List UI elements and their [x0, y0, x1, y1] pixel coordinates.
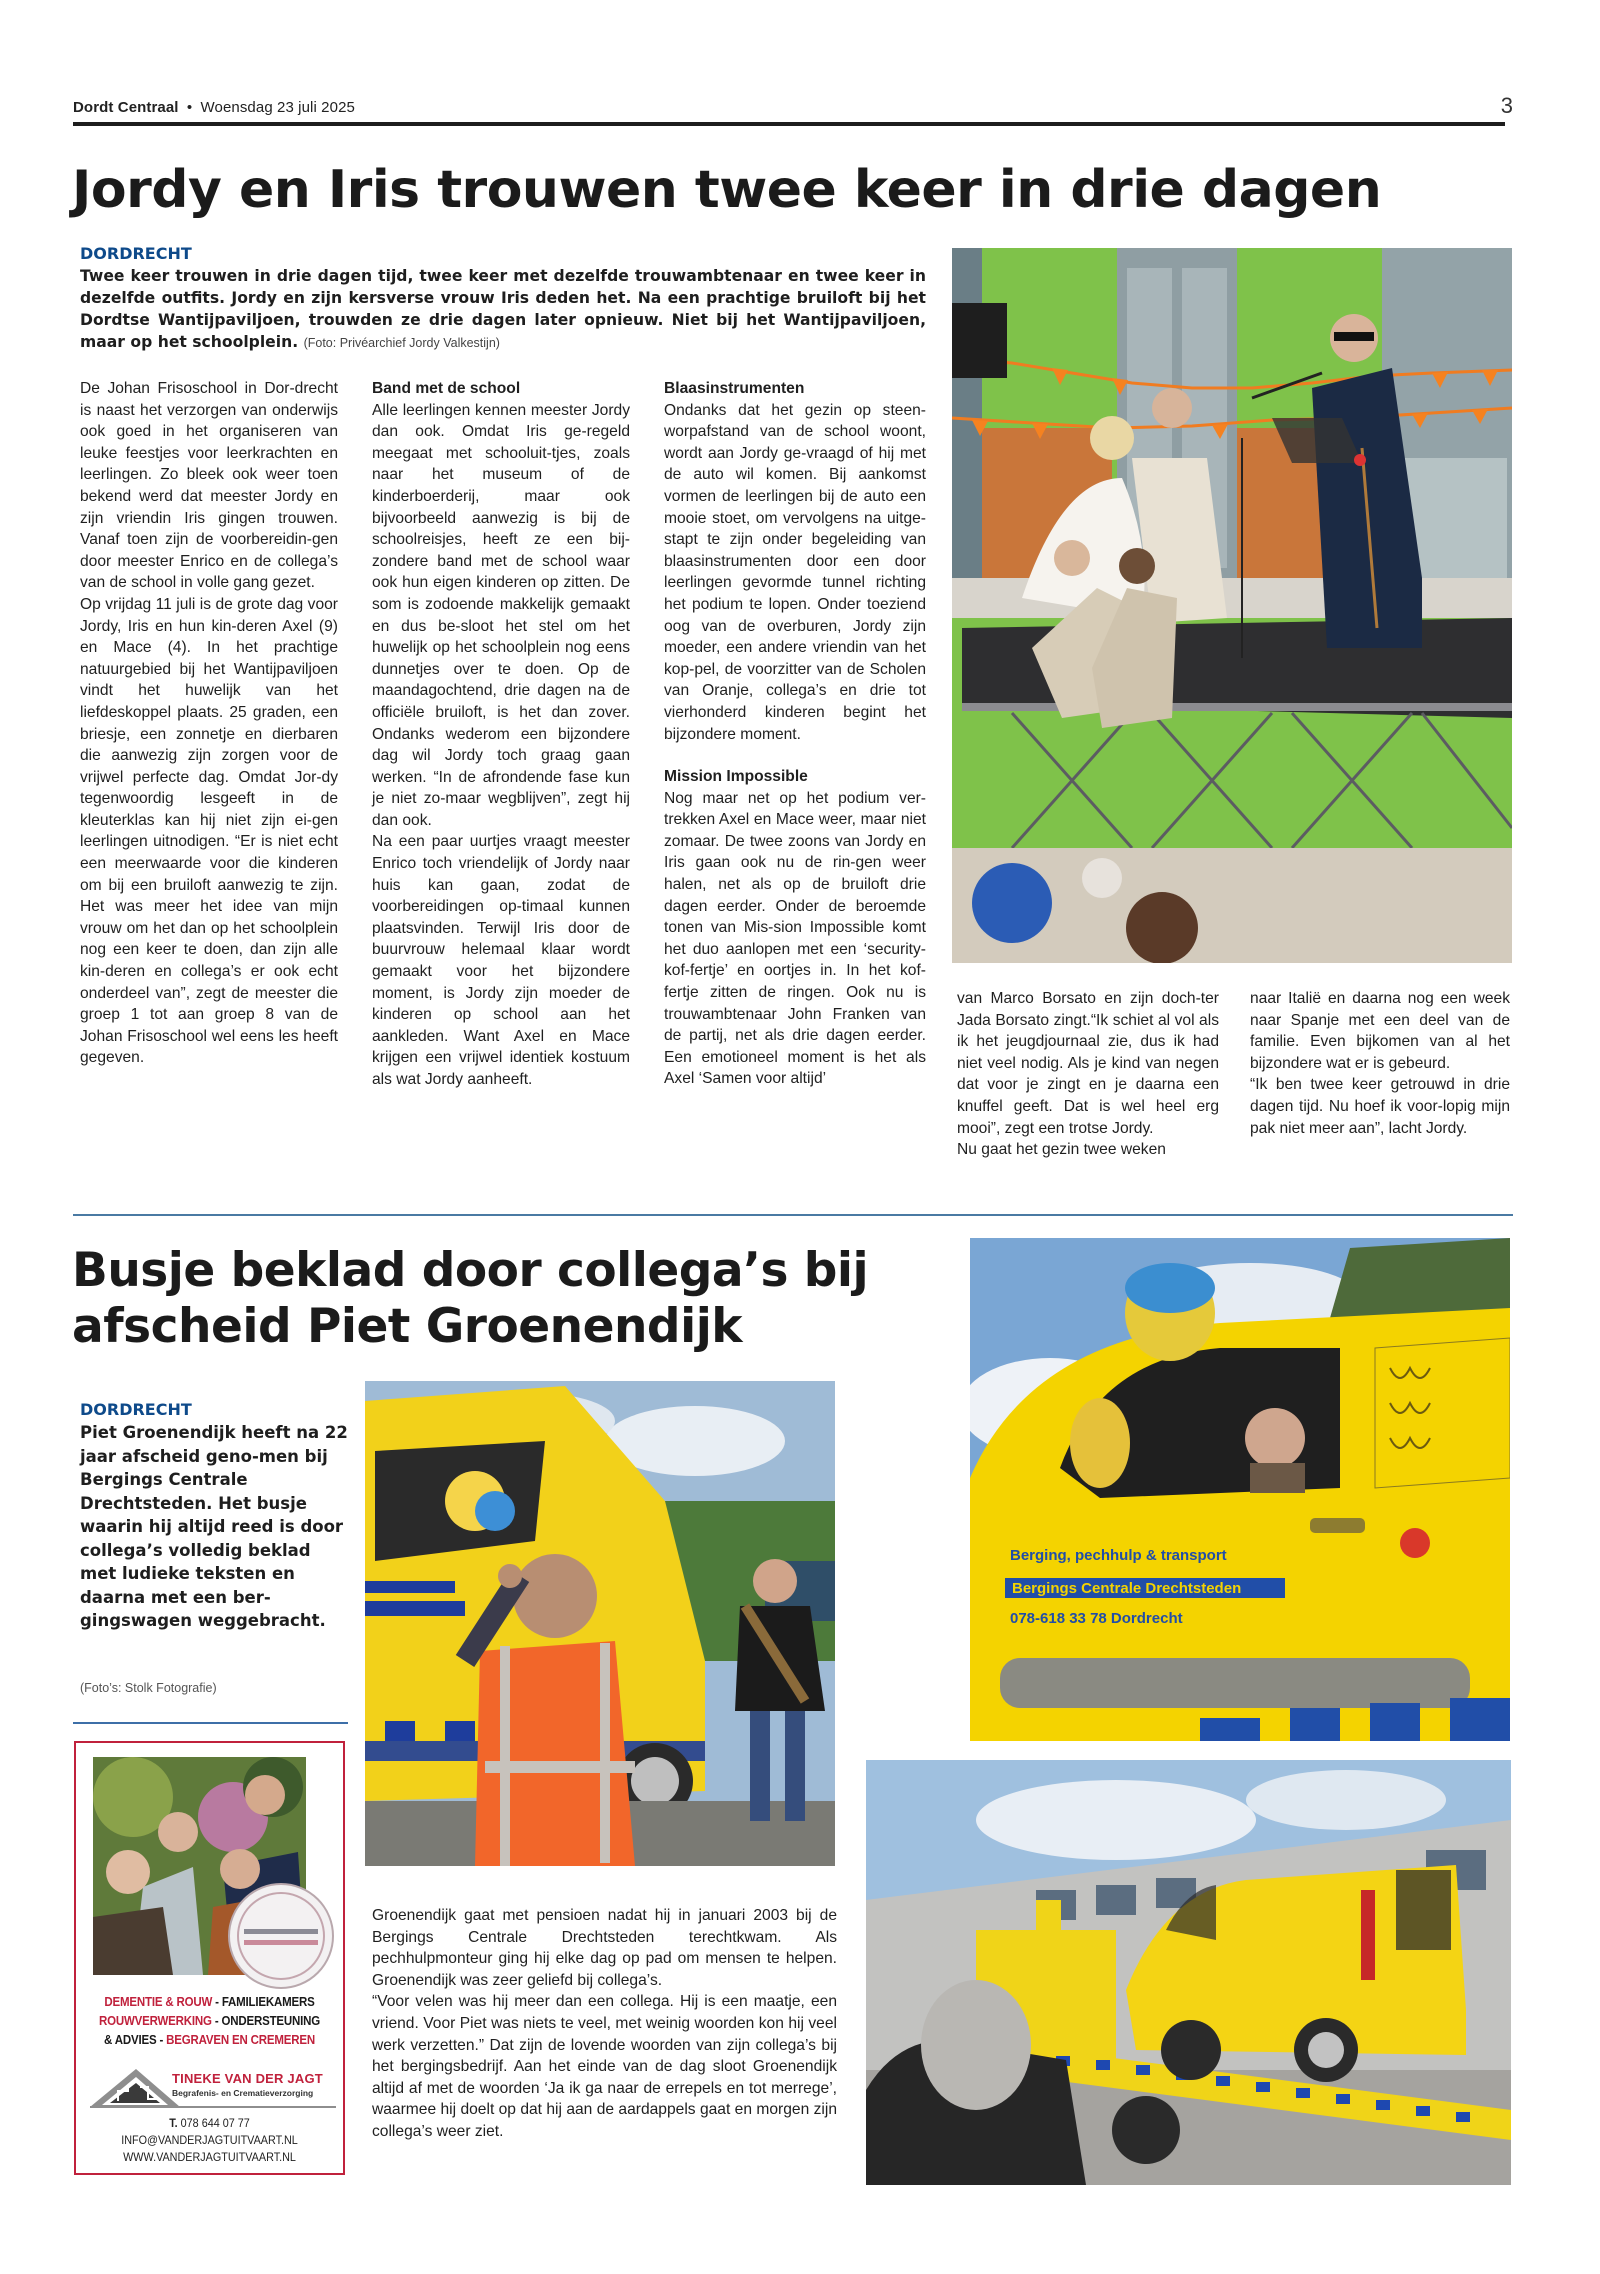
section-divider: [73, 1214, 1513, 1216]
service-text: - FAMILIEKAMERS: [212, 1995, 315, 2009]
van-lettering-line2: Bergings Centrale Drechtsteden: [1012, 1580, 1242, 1597]
van-photo-driver: [970, 1238, 1510, 1741]
tow-truck-photo: [866, 1760, 1511, 2185]
service-text: - ONDERSTEUNING: [211, 2014, 321, 2028]
article1-column-3: [664, 378, 926, 1090]
paragraph: Groenendijk gaat met pensioen nadat hij in januari 2003 bij de Bergings Centrale Drechtsteden terechtkwam. Als pechhulpmonteur ging hij elke dag op pad om mensen te helpen. Groenendijk was zeer geliefd bij collega’s.: [372, 1907, 837, 1989]
advert-phone[interactable]: [89, 2115, 329, 2132]
paragraph: “Voor velen was hij meer dan een collega. Hij is een maatje, een vriend. Voor Piet was niets te veel, met weinig woorden kon hij veel werk verzetten.” Dat zijn de lovende woorden van zijn collega’s bij het bergingsbedrijf. Aan het einde van de dag sloot Groenendijk altijd af met de woorden ‘Ja ik ga naar de errepels en tot merrege’, waarmee hij doelt op dat hij aan de aardappels gaat en morgen zijn collega’s weer ziet.: [372, 1993, 837, 2140]
advertisement-van-der-jagt[interactable]: [74, 1741, 345, 2175]
paragraph: Nu gaat het gezin twee weken: [957, 1141, 1166, 1159]
service-text: ROUWVERWERKING: [98, 2014, 212, 2028]
article1-column-2: [372, 378, 630, 1091]
article1-lead-text: Twee keer trouwen in drie dagen tijd, twee keer met dezelfde trouwambtenaar en twee keer in dezelfde outfits. Jordy en zijn kersverse vrouw Iris deden het. Na een prachtige bruiloft bij het Dordtse Wantijpaviljoen, trouwden ze drie dagen later opnieuw. Niet bij het Wantijpaviljoen, maar op het schoolplein.: [80, 267, 926, 351]
quality-seal-icon: [228, 1883, 334, 1989]
article1-intro: [80, 243, 926, 354]
paragraph: Na een paar uurtjes vraagt meester Enrico toch vriendelijk of Jordy naar huis kan gaan, zodat de voorbereidingen op-timaal kunnen plaatsvinden. Terwijl Iris door de buurvrouw helemaal klaar wordt gemaakt voor het bijzondere moment, is Jordy zijn moeder de kinderen op school aan het aankleden. Want Axel en Mace krijgen een vrijwel identiek kostuum als wat Jordy aanheeft.: [372, 833, 630, 1088]
van-lettering-line3: 078-618 33 78 Dordrecht: [1010, 1610, 1183, 1627]
article2-dateline: DORDRECHT: [80, 1400, 192, 1419]
service-text: & ADVIES -: [104, 2033, 167, 2047]
article2-body: [372, 1905, 837, 2143]
paragraph: “Ik ben twee keer getrouwd in drie dagen tijd. Nu hoef ik voor-lopig mijn pak niet meer aan”, lacht Jordy.: [1250, 1076, 1510, 1137]
paragraph: Alle leerlingen kennen meester Jordy dan ook. Omdat Iris ge-regeld meegaat met schooluit-tjes, zoals naar het museum of de kinderboerderij, maar ook bijvoorbeeld aanwezig is bij de schoolreisjes, heeft ze een bij-zondere band met de school waar ook hun eigen kinderen op zitten. De som is zodoende makkelijk gemaakt en dus be-sloot het stel om het huwelijk op het schoolplein nog eens dunnetjes over te doen. Op de maandagochtend, drie dagen na de officiële bruiloft, is het dan zover. Ondanks wederom een bijzondere dag wil Jordy toch graag gaan werken. “In de afrondende fase kun je niet zo-maar wegblijven”, zegt hij dan ook.: [372, 401, 630, 829]
advert-service-line: [87, 2031, 333, 2050]
service-text: DEMENTIE & ROUW: [104, 1995, 213, 2009]
phone-label: T.: [169, 2116, 178, 2130]
van-photo-colleague: [365, 1381, 835, 1866]
tow-truck-photo-illustration: [866, 1760, 1511, 2185]
seal-ring: [237, 1892, 325, 1980]
wedding-photo-illustration: [952, 248, 1512, 963]
advert-brand: TINEKE VAN DER JAGT: [172, 2071, 323, 2086]
van-lettering-line1: Berging, pechhulp & transport: [1010, 1547, 1227, 1564]
article1-column-4: [957, 988, 1219, 1161]
advert-brand-subtitle: Begrafenis- en Crematieverzorging: [172, 2088, 314, 2098]
paragraph: naar Italië en daarna nog een week naar Spanje met een deel van de familie. Even bijkomen van al het bijzondere wat er is gebeurd.: [1250, 990, 1510, 1072]
publication-name: Dordt Centraal: [73, 99, 179, 116]
article1-photo-credit: (Foto: Privéarchief Jordy Valkestijn): [303, 336, 500, 350]
advert-service-line: [87, 2012, 333, 2031]
article2-photo-credit: (Foto’s: Stolk Fotografie): [80, 1681, 217, 1695]
article1-headline: Jordy en Iris trouwen twee keer in drie dagen: [72, 160, 1382, 220]
subheading-mission-impossible: Mission Impossible: [664, 768, 808, 786]
advert-website-link[interactable]: WWW.VANDERJAGTUITVAART.NL: [123, 2150, 296, 2164]
phone-number: 078 644 07 77: [180, 2116, 250, 2130]
page-number: 3: [1500, 93, 1513, 118]
paragraph: Op vrijdag 11 juli is de grote dag voor Jordy, Iris en hun kin-deren Axel (9) en Mace (4). In het prachtige natuurgebied bij het Wantijpaviljoen vindt het huwelijk van het liefdeskoppel plaats. 25 graden, een briesje, een zonnetje en dierbaren die aanwezig zijn zorgen voor de vrijwel perfecte dag. Omdat Jor-dy tegenwoordig lesgeeft in de kleuterklas kan hij niet zijn ei-gen leerlingen uitnodigen. “Er is niet echt een meerwaarde voor die kinderen om bij een bruiloft aanwezig te zijn. Het was meer het idee van mijn vrouw om het dan op het schoolplein nog een keer te doen, dan zijn alle kin-deren en collega’s er ook echt onderdeel van”, zegt de meester die groep 1 tot aan groep 8 van de Johan Frisoschool wel eens les heeft gegeven.: [80, 595, 338, 1067]
masthead-rule: [73, 122, 1505, 126]
subheading-band-met-de-school: Band met de school: [372, 380, 521, 397]
paragraph: De Johan Frisoschool in Dor-drecht is naast het verzorgen van onderwijs ook goed in het organiseren van leuke feestjes voor leerkrachten en leerlingen. Zo bleek ook weer toen bekend werd dat meester Jordy en zijn vriendin Iris gingen trouwen. Vanaf toen zijn de voorbereidin-gen door meester Enrico en de collega’s van de school in volle gang gezet.: [80, 380, 338, 592]
article1-column-1: [80, 378, 338, 1069]
paragraph: Ondanks dat het gezin op steen-worpafstand van de school woont, wordt aan Jordy ge-vraagd of hij met de auto wil komen. Bij aankomst vormen de leerlingen bij de auto een mooie stoet, om vervolgens na uitge-stapt te zijn onder begeleiding van blaasinstrumenten door een door leerlingen gevormde tunnel richting het podium te lopen. Onder toeziend oog van de overburen, Jordy zijn moeder, een andere vriendin van het kop-pel, de voorzitter van de Scholen van Oranje, collega’s en drie tot vierhonderd kinderen begint het bijzondere moment.: [664, 401, 926, 743]
issue-date: Woensdag 23 juli 2025: [200, 99, 355, 116]
advert-service-line: [87, 1993, 333, 2012]
article1-dateline: DORDRECHT: [80, 244, 192, 263]
advert-services: [87, 1993, 333, 2050]
advert-divider: [73, 1722, 348, 1724]
masthead-separator: •: [186, 99, 193, 116]
paragraph: Nog maar net op het podium ver-trekken Axel en Mace weer, maar niet zomaar. De twee zoons van Jordy en Iris gaan ook nu de rin-gen weer halen, net als op de bruiloft drie dagen eerder. Onder de beroemde tonen van Mis-sion Impossible komt het duo aanlopen met een ‘security-kof-fertje’ en oortjes in. In het kof-fertje zitten de ringen. Ook nu is trouwambtenaar John Franken van de partij, net als drie dagen eerder. Een emotioneel moment is het als Axel ‘Samen voor altijd’: [664, 789, 926, 1088]
van-photo-driver-illustration: [970, 1238, 1510, 1741]
article1-column-5: [1250, 988, 1510, 1139]
wedding-photo: [952, 248, 1512, 963]
van-photo-colleague-illustration: [365, 1381, 835, 1866]
advert-email-link[interactable]: INFO@VANDERJAGTUITVAART.NL: [121, 2133, 298, 2147]
seal-text-bar: [244, 1929, 318, 1934]
masthead: [73, 93, 1513, 125]
photo-gutter: [836, 1741, 866, 1761]
article2-headline: Busje beklad door collega’s bij afscheid Piet Groenendijk: [72, 1243, 869, 1354]
paragraph: van Marco Borsato en zijn doch-ter Jada Borsato zingt.“Ik schiet al vol als ik het jeugdjournaal zie, dus ik had niet veel nodig. Als je kind van negen dat voor je zingt en je daarna een knuffel geeft. Dat is wel heel erg mooi”, zegt een trotse Jordy.: [957, 990, 1219, 1137]
seal-text-bar: [244, 1940, 318, 1945]
advert-contact: [89, 2115, 329, 2166]
article1-lead: [80, 265, 926, 354]
masthead-info: [73, 99, 355, 116]
subheading-blaasinstrumenten: Blaasinstrumenten: [664, 380, 805, 397]
service-text: BEGRAVEN EN CREMEREN: [166, 2033, 315, 2047]
article2-lead: Piet Groenendijk heeft na 22 jaar afscheid geno-men bij Bergings Centrale Drechtsteden. Het busje waarin hij altijd reed is door collega’s volledig beklad met ludieke teksten en daarna met een ber-gingswagen weggebracht.: [80, 1423, 348, 1630]
